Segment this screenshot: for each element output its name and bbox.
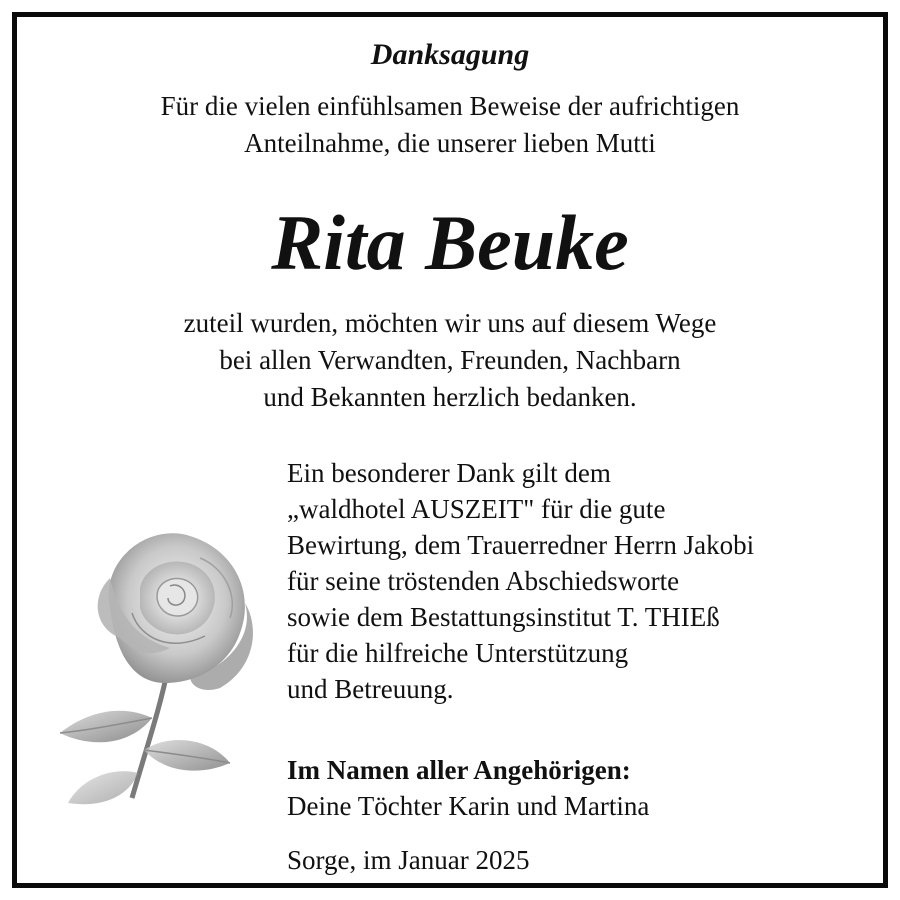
special-thanks-text xyxy=(287,455,754,707)
special-thanks-line: Ein besonderer Dank gilt dem xyxy=(287,458,611,488)
thanks-line: bei allen Verwandten, Freunden, Nachbarn xyxy=(219,345,681,375)
notice-heading: Danksagung xyxy=(370,38,530,71)
special-thanks-line: für die hilfreiche Unterstützung xyxy=(287,638,629,668)
rose-illustration xyxy=(40,518,280,808)
intro-line: Für die vielen einfühlsamen Beweise der aufrichtigen xyxy=(160,91,740,121)
special-thanks-line: sowie dem Bestattungsinstitut T. THIEß xyxy=(287,602,720,632)
special-thanks-line: und Betreuung. xyxy=(287,674,454,704)
intro-line: Anteilnahme, die unserer lieben Mutti xyxy=(244,128,656,158)
signature-heading: Im Namen aller Angehörigen: xyxy=(287,755,631,785)
special-thanks-line: für seine tröstenden Abschiedsworte xyxy=(287,566,680,596)
special-thanks-line: Bewirtung, dem Trauerredner Herrn Jakobi xyxy=(287,530,755,560)
special-thanks-line: „waldhotel AUSZEIT" für die gute xyxy=(287,494,666,524)
intro-text xyxy=(0,88,900,162)
thanks-text xyxy=(0,305,900,416)
thanks-line: zuteil wurden, möchten wir uns auf diesem Wege xyxy=(183,308,717,338)
thanks-line: und Bekannten herzlich bedanken. xyxy=(263,382,637,412)
place-date: Sorge, im Januar 2025 xyxy=(287,845,530,875)
signature-names: Deine Töchter Karin und Martina xyxy=(287,791,650,821)
deceased-name: Rita Beuke xyxy=(271,199,629,286)
signature-block xyxy=(287,752,649,824)
